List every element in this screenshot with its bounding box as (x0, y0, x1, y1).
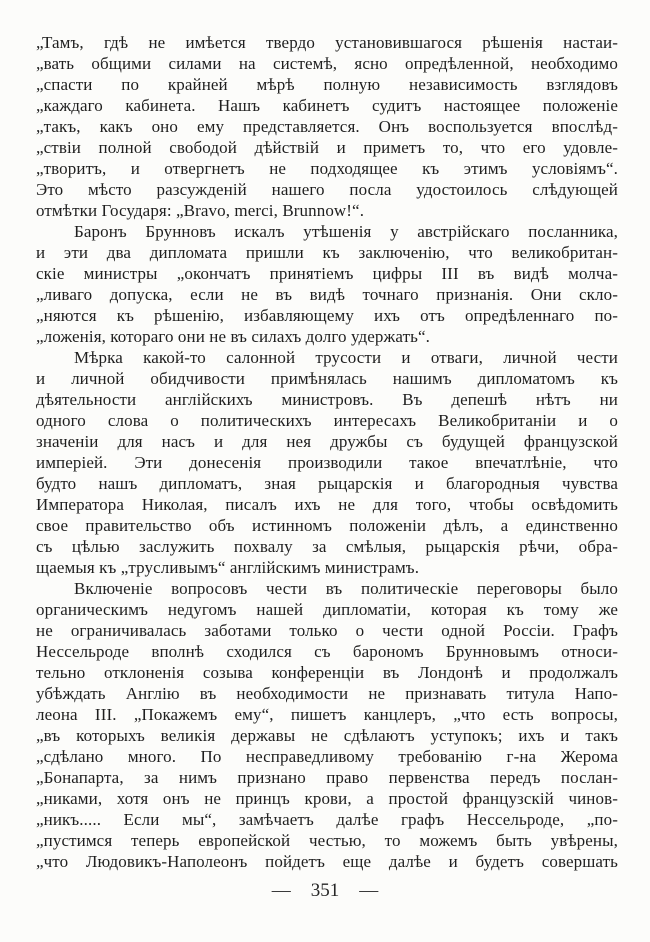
text-line: скіе министры „окончатъ принятіемъ цифры III въ видѣ молча- (36, 264, 618, 283)
text-line: Императора Николая, писалъ ихъ не для того, чтобы освѣдомить (36, 495, 618, 514)
text-line: „такъ, какъ оно ему представляется. Онъ воспользуется впослѣд- (36, 117, 618, 136)
page-footer (0, 880, 650, 902)
text-line: „вать общими силами на системѣ, ясно опредѣленной, необходимо (36, 54, 618, 73)
text-line: „пустимся теперь европейской честью, то можемъ быть увѣрены, (36, 831, 618, 850)
text-line: Включеніе вопросовъ чести въ политическіе переговоры было (74, 579, 618, 598)
text-line: дѣятельности англійскихъ министровъ. Въ депешѣ нѣтъ ни (36, 390, 618, 409)
text-line: Это мѣсто разсужденій нашего посла удостоилось слѣдующей (36, 180, 618, 199)
text-line: одного слова о политическихъ интересахъ Великобританіи и о (36, 411, 618, 430)
text-line: „творитъ, и отвергнетъ не подходящее къ этимъ условіямъ“. (36, 159, 618, 178)
text-line: будто нашъ дипломатъ, зная рыцарскія и благородныя чувства (36, 474, 618, 493)
text-line: съ цѣлью заслужить похвалу за смѣлыя, рыцарскія рѣчи, обра- (36, 537, 618, 556)
text-line: „ливаго допуска, если не въ видѣ точнаго признанія. Они скло- (36, 285, 618, 304)
text-line: имперіей. Эти донесенія производили такое впечатлѣніе, что (36, 453, 618, 472)
text-line: „ствіи полной свободой дѣйствій и приметъ то, что его удовле- (36, 138, 618, 157)
text-line: „Тамъ, гдѣ не имѣется твердо установившагося рѣшенія настаи- (36, 33, 618, 52)
text-line: „Бонапарта, за нимъ признано право первенства передъ послан- (36, 768, 618, 787)
text-line: леона III. „Покажемъ ему“, пишетъ канцлеръ, „что есть вопросы, (36, 705, 618, 724)
text-line: и личной обидчивости примѣнялась нашимъ дипломатомъ къ (36, 369, 618, 388)
text-line: „что Людовикъ-Наполеонъ пойдетъ еще далѣе и будетъ совершать (36, 852, 618, 871)
text-line: „въ которыхъ великія державы не сдѣлаютъ уступокъ; ихъ и такъ (36, 726, 618, 745)
text-line: „ложенія, котораго они не въ силахъ долго удержать“. (36, 327, 430, 346)
footer-right-dash: — (359, 880, 379, 901)
text-line: Мѣрка какой-то салонной трусости и отваги, личной чести (74, 348, 618, 367)
page-number: 351 (310, 880, 340, 901)
text-line: „каждаго кабинета. Нашъ кабинетъ судитъ настоящее положеніе (36, 96, 618, 115)
text-line: „няются къ рѣшенію, избавляющему ихъ отъ опредѣленнаго по- (36, 306, 618, 325)
text-line: убѣждать Англію въ необходимости не признавать титула Напо- (36, 684, 618, 703)
text-line: тельно отклоненія созыва конференціи въ Лондонѣ и продолжалъ (36, 663, 618, 682)
text-line: Нессельроде вполнѣ сходился съ барономъ Брунновымъ относи- (36, 642, 618, 661)
text-line: „никъ..... Если мы“, замѣчаетъ далѣе графъ Нессельроде, „по- (36, 810, 618, 829)
footer-left-dash: — (271, 880, 291, 901)
text-line: органическимъ недугомъ нашей дипломатіи, которая къ тому же (36, 600, 618, 619)
text-line: и эти два дипломата пришли къ заключенію, что великобритан- (36, 243, 618, 262)
text-line: не ограничивалась заботами только о чести одной Россіи. Графъ (36, 621, 618, 640)
text-line: „спасти по крайней мѣрѣ полную независимость взглядовъ (36, 75, 618, 94)
text-line: Баронъ Брунновъ искалъ утѣшенія у австрійскаго посланника, (74, 222, 618, 241)
text-line: „сдѣлано много. По несправедливому требованію г-на Жерома (36, 747, 618, 766)
text-line: отмѣтки Государя: „Bravo, merci, Brunnow!“. (36, 201, 365, 220)
text-line: значеніи для насъ и для нея дружбы съ будущей французской (36, 432, 618, 451)
text-line: щаемыя къ „трусливымъ“ англійскимъ министрамъ. (36, 558, 420, 577)
text-line: „никами, хотя онъ не принцъ крови, а простой французскій чинов- (36, 789, 618, 808)
text-line: свое правительство объ истинномъ положеніи дѣлъ, а единственно (36, 516, 618, 535)
body-text (36, 32, 618, 872)
